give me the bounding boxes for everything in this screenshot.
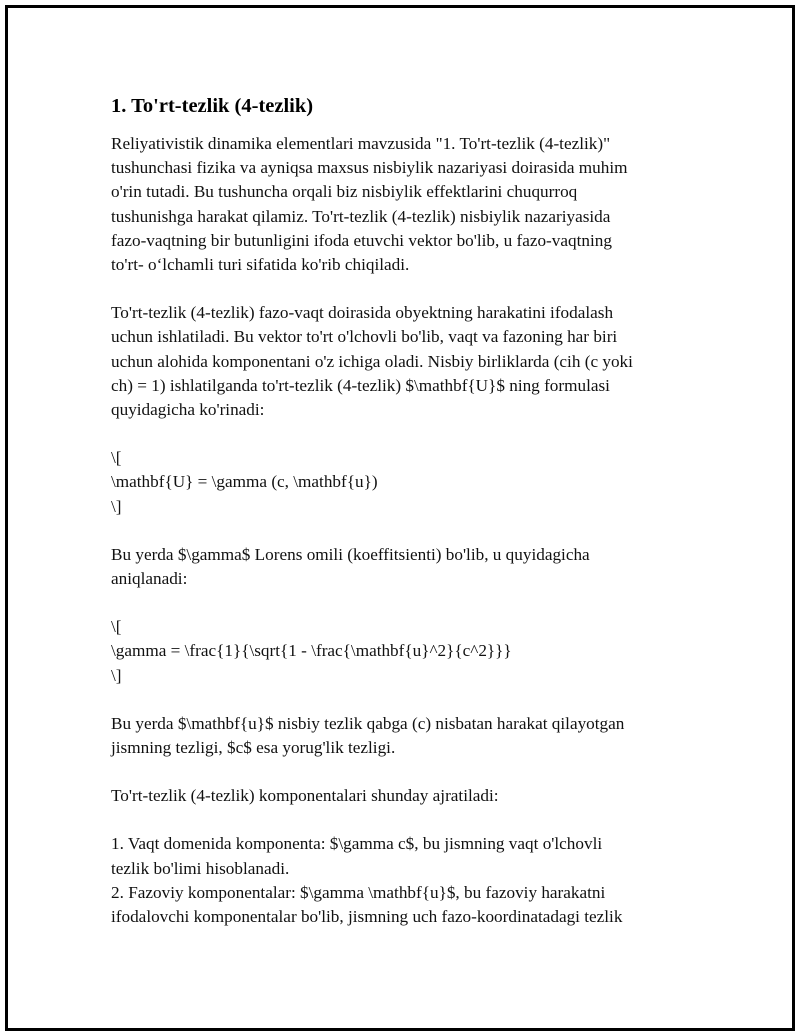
- text-line: To'rt-tezlik (4-tezlik) komponentalari shunday ajratiladi:: [111, 786, 499, 806]
- text-line: ch) = 1) ishlatilganda to'rt-tezlik (4-tezlik) $\mathbf{U}$ ning formulasi: [111, 375, 610, 395]
- paragraph-intro: [111, 132, 701, 277]
- section-heading: 1. To'rt-tezlik (4-tezlik): [111, 95, 314, 117]
- list-item: 2. Fazoviy komponentalar: $\gamma \mathbf{u}$, bu fazoviy harakatni: [111, 882, 606, 902]
- formula-line: \gamma = \frac{1}{\sqrt{1 - \frac{\mathbf{u}^2}{c^2}}}: [111, 641, 512, 661]
- formula-lorentz-factor: [111, 615, 701, 688]
- text-line: fazo-vaqtning bir butunligini ifoda etuvchi vektor bo'lib, u fazo-vaqtning: [111, 230, 612, 250]
- formula-line: \[: [111, 617, 122, 637]
- formula-line: \[: [111, 448, 122, 468]
- formula-four-velocity: [111, 446, 701, 519]
- paragraph-velocity-note: [111, 712, 701, 760]
- text-line: To'rt-tezlik (4-tezlik) fazo-vaqt doirasida obyektning harakatini ifodalash: [111, 303, 614, 323]
- formula-line: \mathbf{U} = \gamma (c, \mathbf{u}): [111, 472, 378, 492]
- paragraph-lorentz: [111, 543, 701, 591]
- text-line: jismning tezligi, $c$ esa yorug'lik tezligi.: [111, 738, 396, 758]
- text-line: quyidagicha ko'rinadi:: [111, 400, 265, 420]
- text-line: Reliyativistik dinamika elementlari mavzusida "1. To'rt-tezlik (4-tezlik)": [111, 134, 611, 153]
- text-line: Bu yerda $\mathbf{u}$ nisbiy tezlik qabga (c) nisbatan harakat qilayotgan: [111, 713, 625, 733]
- text-line: tushunchasi fizika va ayniqsa maxsus nisbiylik nazariyasi doirasida muhim: [111, 158, 628, 178]
- formula-line: \]: [111, 665, 122, 685]
- text-line: to'rt- o‘lchamli turi sifatida ko'rib chiqiladi.: [111, 255, 410, 275]
- text-line: o'rin tutadi. Bu tushuncha orqali biz nisbiylik effektlarini chuqurroq: [111, 182, 578, 202]
- text-line: uchun alohida komponentani o'z ichiga oladi. Nisbiy birliklarda (cih (c yoki: [111, 351, 633, 371]
- paragraph-definition: [111, 301, 701, 422]
- text-line: tushunishga harakat qilamiz. To'rt-tezlik (4-tezlik) nisbiylik nazariyasida: [111, 206, 611, 226]
- text-line: Bu yerda $\gamma$ Lorens omili (koeffitsienti) bo'lib, u quyidagicha: [111, 544, 590, 564]
- paragraph-components-intro: [111, 784, 701, 808]
- document-content: [111, 92, 701, 929]
- components-list: [111, 832, 701, 929]
- formula-line: \]: [111, 496, 122, 516]
- list-item: tezlik bo'limi hisoblanadi.: [111, 858, 290, 878]
- text-line: aniqlanadi:: [111, 569, 188, 589]
- list-item: ifodalovchi komponentalar bo'lib, jismning uch fazo-koordinatadagi tezlik: [111, 907, 623, 927]
- text-line: uchun ishlatiladi. Bu vektor to'rt o'lchovli bo'lib, vaqt va fazoning har biri: [111, 327, 618, 347]
- list-item: 1. Vaqt domenida komponenta: $\gamma c$, bu jismning vaqt o'lchovli: [111, 834, 603, 854]
